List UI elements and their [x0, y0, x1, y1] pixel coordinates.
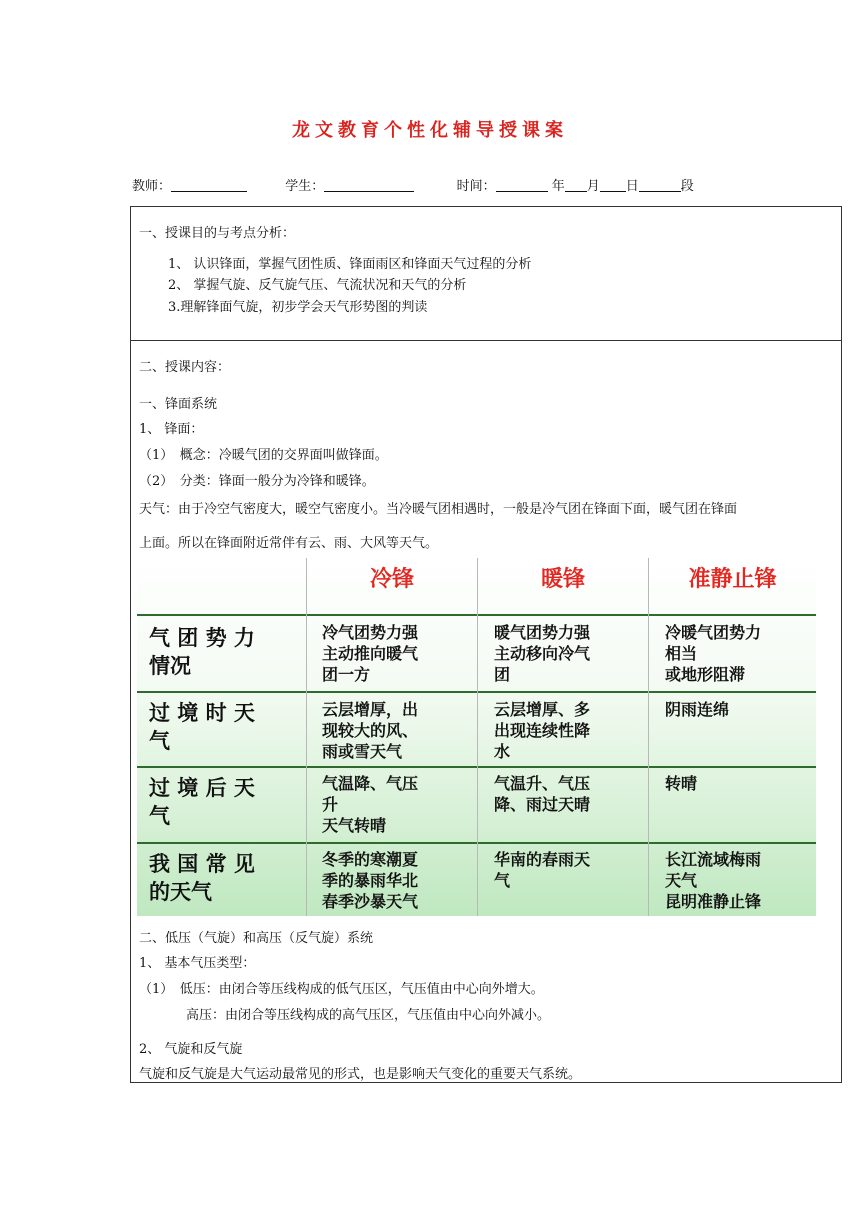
document-title: 龙文教育个性化辅导授课案 — [292, 120, 568, 141]
row-header-line: 的天气 — [149, 880, 212, 904]
cell-line: 雨或雪天气 — [322, 742, 403, 761]
table-cell — [665, 699, 729, 720]
cyclone-subheading: 2、 气旋和反气旋 — [139, 1042, 243, 1057]
cell-line: 春季沙暴天气 — [322, 892, 419, 911]
cell-line: 天气转晴 — [322, 816, 387, 835]
cell-line: 阴雨连绵 — [665, 700, 730, 719]
pressure-system-heading: 二、低压（气旋）和高压（反气旋）系统 — [139, 931, 374, 946]
cell-line: 天气 — [665, 871, 698, 890]
cell-line: 云层增厚，出 — [322, 700, 419, 719]
table-cell — [322, 622, 418, 685]
cell-line: 季的暴雨华北 — [322, 871, 419, 890]
row-header-line: 过 境 后 天 — [149, 776, 255, 800]
cell-line: 冬季的寒潮夏 — [322, 850, 419, 869]
table-column-divider — [477, 558, 478, 916]
cell-line: 水 — [494, 742, 511, 761]
row-header-air-mass — [149, 624, 299, 680]
table-cell — [494, 622, 590, 685]
cell-line: 团 — [494, 665, 511, 684]
column-header-cold-front: 冷锋 — [369, 567, 414, 592]
front-subheading: 1、 锋面： — [139, 422, 204, 437]
column-header-stationary-front: 准静止锋 — [688, 567, 777, 592]
period-label: 段 — [680, 179, 694, 194]
row-header-line: 气 — [149, 804, 170, 828]
day-label: 日 — [625, 179, 639, 194]
row-header-line: 气 团 势 力 — [149, 626, 255, 650]
cell-line: 转晴 — [665, 774, 698, 793]
low-pressure-definition: （1） 低压：由闭合等压线构成的低气压区，气压值由中心向外增大。 — [139, 982, 544, 997]
front-classification: （2） 分类：锋面一般分为冷锋和暖锋。 — [139, 474, 375, 489]
cell-line: 或地形阻滞 — [665, 665, 746, 684]
table-cell — [322, 773, 418, 836]
student-label: 学生： — [285, 179, 325, 194]
table-column-divider — [306, 558, 307, 916]
cell-line: 长江流域梅雨 — [665, 850, 762, 869]
table-cell — [494, 773, 590, 815]
table-cell — [494, 849, 590, 891]
table-cell — [665, 773, 697, 794]
cell-line: 团一方 — [322, 665, 371, 684]
table-cell — [665, 849, 761, 912]
day-blank[interactable] — [600, 177, 626, 192]
column-header-warm-front: 暖锋 — [540, 567, 585, 592]
cell-line: 气 — [494, 871, 511, 890]
cell-line: 主动推向暖气 — [322, 644, 419, 663]
month-label: 月 — [586, 179, 600, 194]
cell-line: 冷气团势力强 — [322, 623, 419, 642]
year-blank[interactable] — [496, 177, 548, 192]
cell-line: 冷暖气团势力 — [665, 623, 762, 642]
front-concept: （1） 概念：冷暖气团的交界面叫做锋面。 — [139, 448, 388, 463]
cell-line: 降、雨过天晴 — [494, 795, 591, 814]
high-pressure-definition: 高压：由闭合等压线构成的高气压区，气压值由中心向外减小。 — [186, 1008, 551, 1023]
objective-item-3: 3.理解锋面气旋，初步学会天气形势图的判读 — [168, 300, 428, 315]
cell-line: 气温降、气压 — [322, 774, 419, 793]
header-info-line — [132, 175, 694, 194]
objective-item-1: 1、 认识锋面，掌握气团性质、锋面雨区和锋面天气过程的分析 — [168, 257, 532, 272]
pressure-types-subheading: 1、 基本气压类型： — [139, 956, 256, 971]
row-header-line: 我 国 常 见 — [149, 852, 255, 876]
front-comparison-table — [137, 558, 816, 916]
year-label: 年 — [551, 179, 565, 194]
cell-line: 华南的春雨天 — [494, 850, 591, 869]
time-label: 时间： — [456, 179, 496, 194]
period-blank[interactable] — [639, 177, 681, 192]
table-column-divider — [648, 558, 649, 916]
cell-line: 气温升、气压 — [494, 774, 591, 793]
cell-line: 现较大的风、 — [322, 721, 419, 740]
objectives-heading: 一、授课目的与考点分析： — [139, 226, 296, 241]
teacher-blank[interactable] — [171, 177, 247, 192]
front-system-heading: 一、锋面系统 — [139, 397, 218, 412]
row-header-after-weather — [149, 774, 299, 830]
weather-paragraph-line1: 天气：由于冷空气密度大，暖空气密度小。当冷暖气团相遇时，一般是冷气团在锋面下面，暖气团在锋面 — [139, 502, 738, 517]
row-header-line: 气 — [149, 729, 170, 753]
teacher-label: 教师： — [132, 179, 172, 194]
content-heading: 二、授课内容： — [139, 360, 231, 375]
row-header-line: 过 境 时 天 — [149, 701, 255, 725]
row-header-passing-weather — [149, 699, 299, 755]
student-blank[interactable] — [324, 177, 414, 192]
cell-line: 昆明准静止锋 — [665, 892, 762, 911]
table-cell — [322, 699, 418, 762]
cell-line: 云层增厚、多 — [494, 700, 591, 719]
month-blank[interactable] — [565, 177, 587, 192]
cell-line: 出现连续性降 — [494, 721, 591, 740]
cell-line: 相当 — [665, 644, 698, 663]
cell-line: 暖气团势力强 — [494, 623, 591, 642]
row-header-line: 情况 — [149, 654, 191, 678]
table-cell — [665, 622, 761, 685]
table-cell — [322, 849, 418, 912]
cyclone-description: 气旋和反气旋是大气运动最常见的形式，也是影响天气变化的重要天气系统。 — [139, 1067, 582, 1082]
table-cell — [494, 699, 590, 762]
cell-line: 主动移向冷气 — [494, 644, 591, 663]
row-header-china-weather — [149, 850, 299, 906]
objective-item-2: 2、 掌握气旋、反气旋气压、气流状况和天气的分析 — [168, 278, 467, 293]
weather-paragraph-line2: 上面。所以在锋面附近常伴有云、雨、大风等天气。 — [139, 536, 439, 551]
cell-line: 升 — [322, 795, 339, 814]
